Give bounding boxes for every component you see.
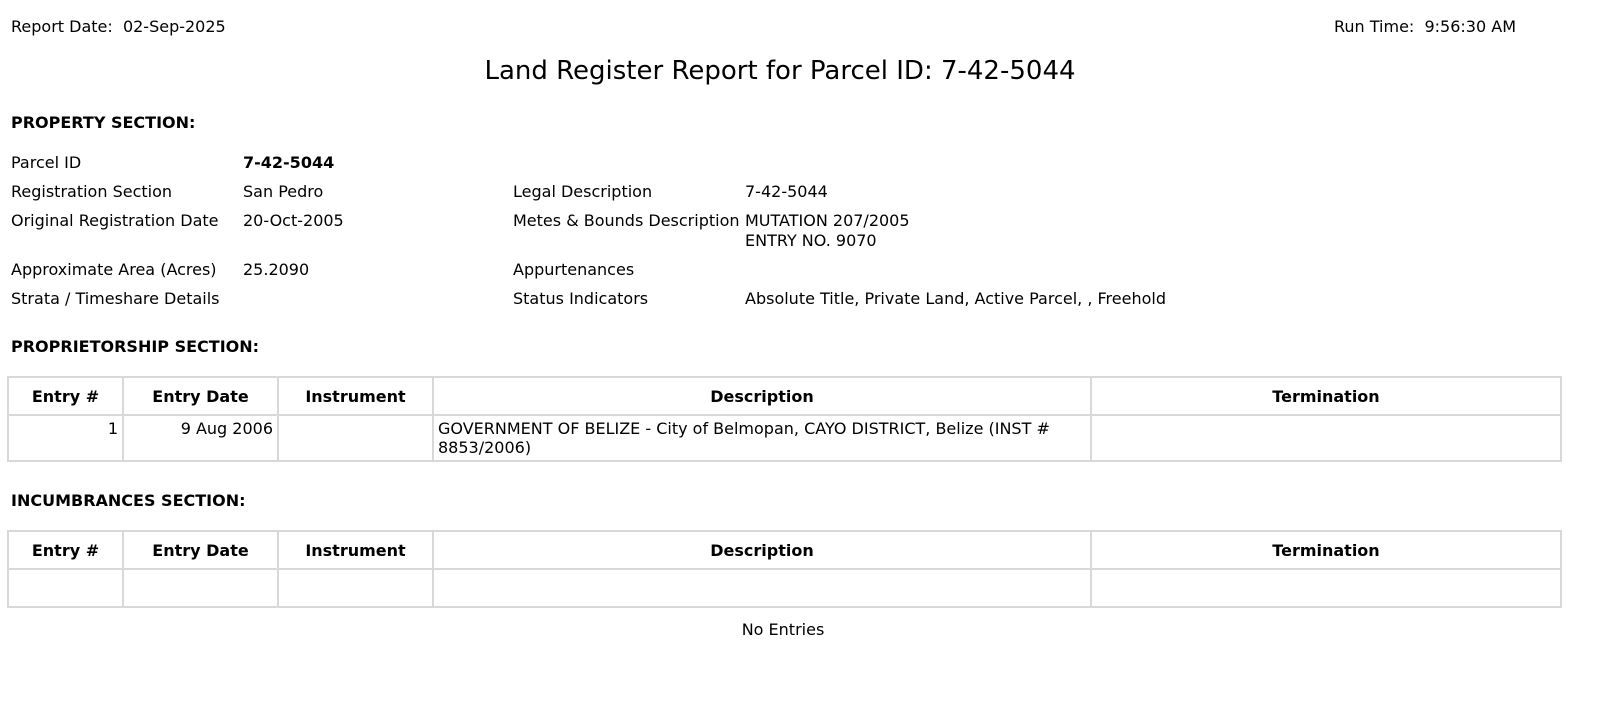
proprietorship-table bbox=[7, 376, 1562, 462]
empty-cell bbox=[433, 569, 1091, 607]
col-entry-number: Entry # bbox=[8, 377, 123, 415]
empty-cell bbox=[123, 569, 278, 607]
parcel-id-label: Parcel ID bbox=[11, 153, 82, 172]
col-entry-number: Entry # bbox=[8, 531, 123, 569]
table-row bbox=[8, 415, 1561, 461]
table-row bbox=[8, 569, 1561, 607]
no-entries-message: No Entries bbox=[741, 620, 825, 639]
original-registration-date-value: 20-Oct-2005 bbox=[243, 211, 344, 230]
registration-section-label: Registration Section bbox=[11, 182, 173, 201]
col-entry-date: Entry Date bbox=[123, 531, 278, 569]
col-termination: Termination bbox=[1091, 377, 1561, 415]
col-description: Description bbox=[433, 377, 1091, 415]
page-title: Land Register Report for Parcel ID: 7-42-5044 bbox=[484, 56, 1076, 86]
entry-number-cell: 1 bbox=[8, 415, 123, 461]
col-description: Description bbox=[433, 531, 1091, 569]
metes-bounds-line2: ENTRY NO. 9070 bbox=[745, 231, 877, 250]
status-indicators-label: Status Indicators bbox=[513, 289, 649, 308]
report-date-label: Report Date: bbox=[11, 17, 113, 36]
appurtenances-label: Appurtenances bbox=[513, 260, 635, 279]
empty-cell bbox=[1091, 569, 1561, 607]
empty-cell bbox=[8, 569, 123, 607]
report-date bbox=[11, 17, 226, 36]
run-time bbox=[1334, 17, 1516, 36]
empty-cell bbox=[278, 569, 433, 607]
incumbrances-header-row bbox=[8, 531, 1561, 569]
incumbrances-section-heading: INCUMBRANCES SECTION: bbox=[11, 491, 246, 510]
instrument-cell bbox=[278, 415, 433, 461]
approximate-area-label: Approximate Area (Acres) bbox=[11, 260, 217, 279]
col-termination: Termination bbox=[1091, 531, 1561, 569]
approximate-area-value: 25.2090 bbox=[243, 260, 310, 279]
report-date-value: 02-Sep-2025 bbox=[122, 17, 226, 36]
registration-section-value: San Pedro bbox=[243, 182, 324, 201]
legal-description-value: 7-42-5044 bbox=[745, 182, 828, 201]
col-instrument: Instrument bbox=[278, 531, 433, 569]
entry-date-cell: 9 Aug 2006 bbox=[123, 415, 278, 461]
legal-description-label: Legal Description bbox=[513, 182, 653, 201]
strata-label: Strata / Timeshare Details bbox=[11, 289, 220, 308]
original-registration-date-label: Original Registration Date bbox=[11, 211, 219, 230]
incumbrances-table bbox=[7, 530, 1562, 608]
proprietorship-header-row bbox=[8, 377, 1561, 415]
property-section-heading: PROPERTY SECTION: bbox=[11, 113, 196, 132]
run-time-value: 9:56:30 AM bbox=[1424, 17, 1516, 36]
col-instrument: Instrument bbox=[278, 377, 433, 415]
proprietorship-section-heading: PROPRIETORSHIP SECTION: bbox=[11, 337, 260, 356]
run-time-label: Run Time: bbox=[1334, 17, 1415, 36]
description-cell: GOVERNMENT OF BELIZE - City of Belmopan, CAYO DISTRICT, Belize (INST # 8853/2006) bbox=[433, 415, 1091, 461]
termination-cell bbox=[1091, 415, 1561, 461]
status-indicators-value: Absolute Title, Private Land, Active Parcel, , Freehold bbox=[745, 289, 1166, 308]
col-entry-date: Entry Date bbox=[123, 377, 278, 415]
metes-bounds-line1: MUTATION 207/2005 bbox=[745, 211, 910, 230]
metes-bounds-label: Metes & Bounds Description bbox=[513, 211, 740, 230]
parcel-id-value: 7-42-5044 bbox=[243, 153, 335, 172]
